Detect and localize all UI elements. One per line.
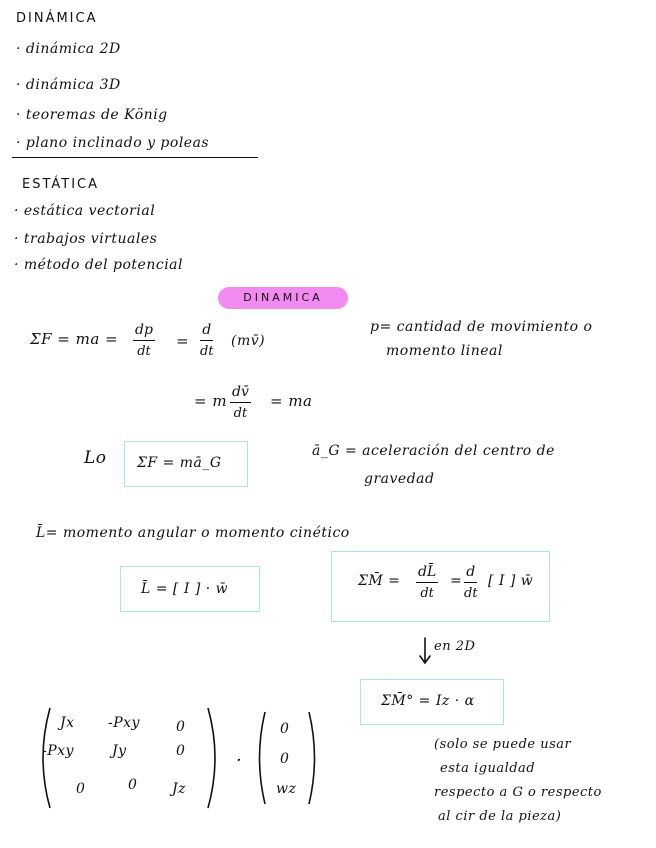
dinamica-section-pill: DINAMICA — [218, 287, 348, 309]
topic-dinamica-2d: · dinámica 2D — [16, 41, 121, 57]
boxed-M-frac1-num: dL̄ — [416, 564, 438, 583]
eq1-rhs: (mv̄) — [231, 333, 266, 349]
boxed-force-equation — [124, 441, 248, 487]
vector-right-paren — [306, 710, 322, 806]
topic-teoremas-konig: · teoremas de König — [16, 107, 168, 123]
matrix-cell-2-1: 0 — [128, 777, 138, 793]
note-bottom-line4: al cir de la pieza) — [438, 809, 562, 824]
topic-dinamica-3d: · dinámica 3D — [16, 77, 121, 93]
boxed-L-text: L̄ = [ I ] · w̄ — [141, 581, 229, 597]
eq1-lhs: ΣF = ma = — [30, 330, 119, 348]
eq1-fraction-dp-dt — [133, 322, 155, 359]
boxed-M-frac2-den: dt — [464, 586, 478, 601]
vector-cell-1: 0 — [280, 751, 290, 767]
eq2-lhs: = m — [194, 392, 228, 410]
eq2-rhs: = ma — [270, 392, 313, 410]
note-p-line2: momento lineal — [386, 343, 503, 359]
boxed-L-equation — [120, 566, 260, 612]
boxed-M-fraction-dL-dt — [416, 564, 438, 601]
boxed-M-rhs: [ I ] w̄ — [488, 573, 534, 589]
boxed-2d-equation — [360, 679, 504, 725]
arrow-label: Lo — [84, 448, 107, 468]
note-bottom-line2: esta igualdad — [440, 761, 536, 776]
boxed-M-equation — [331, 551, 550, 622]
topic-trabajos-virtuales: · trabajos virtuales — [14, 231, 158, 247]
boxed-M-equals: = — [450, 573, 463, 589]
matrix-cell-1-0: -Pxy — [42, 743, 74, 759]
down-arrow-icon — [418, 636, 432, 666]
note-aG-line1: ā_G = aceleración del centro de — [312, 443, 555, 459]
en-2d-label: en 2D — [434, 639, 476, 654]
matrix-cell-1-1: Jy — [112, 743, 127, 759]
topic-plano-inclinado: · plano inclinado y poleas — [16, 135, 210, 151]
eq1-frac2-den: dt — [200, 344, 214, 359]
eq1-equals: = — [176, 332, 190, 350]
boxed-M-fraction-d-dt — [464, 564, 478, 601]
topic-metodo-potencial: · método del potencial — [14, 257, 183, 273]
boxed-2d-text: ΣM̄° = Iz · α — [381, 693, 475, 709]
eq1-fraction-d-dt — [200, 322, 214, 359]
matrix-cell-0-2: 0 — [176, 719, 186, 735]
note-aG-line2: gravedad — [364, 471, 435, 487]
boxed-force-text: ΣF = mā_G — [137, 455, 222, 471]
angular-momentum-definition: L̄= momento angular o momento cinético — [36, 525, 350, 541]
vector-left-paren — [252, 710, 268, 806]
eq2-frac-num: dv̄ — [230, 384, 251, 403]
eq2-fraction — [230, 384, 251, 421]
boxed-M-lhs: ΣM̄ = — [358, 573, 401, 589]
matrix-right-paren — [204, 706, 224, 810]
eq1-frac1-den: dt — [137, 344, 151, 359]
eq1-frac2-num: d — [200, 322, 213, 341]
matrix-cell-0-1: -Pxy — [108, 715, 140, 731]
note-bottom-line1: (solo se puede usar — [434, 737, 572, 752]
matrix-cell-0-0: Jx — [60, 715, 75, 731]
section-divider — [12, 157, 258, 158]
boxed-M-frac1-den: dt — [420, 586, 434, 601]
eq2-frac-den: dt — [233, 406, 248, 421]
dinamica-heading: DINÁMICA — [16, 11, 98, 26]
matrix-dot: · — [236, 750, 243, 771]
eq1-frac1-num: dp — [133, 322, 155, 341]
matrix-cell-2-0: 0 — [76, 781, 86, 797]
vector-cell-0: 0 — [280, 721, 290, 737]
vector-cell-2: wz — [276, 781, 297, 797]
estatica-heading: ESTÁTICA — [22, 177, 100, 192]
topic-estatica-vectorial: · estática vectorial — [14, 203, 156, 219]
matrix-cell-2-2: Jz — [172, 781, 186, 797]
boxed-M-frac2-num: d — [464, 564, 477, 583]
matrix-cell-1-2: 0 — [176, 743, 186, 759]
note-p-line1: p= cantidad de movimiento o — [370, 319, 593, 335]
note-bottom-line3: respecto a G o respecto — [434, 785, 602, 800]
